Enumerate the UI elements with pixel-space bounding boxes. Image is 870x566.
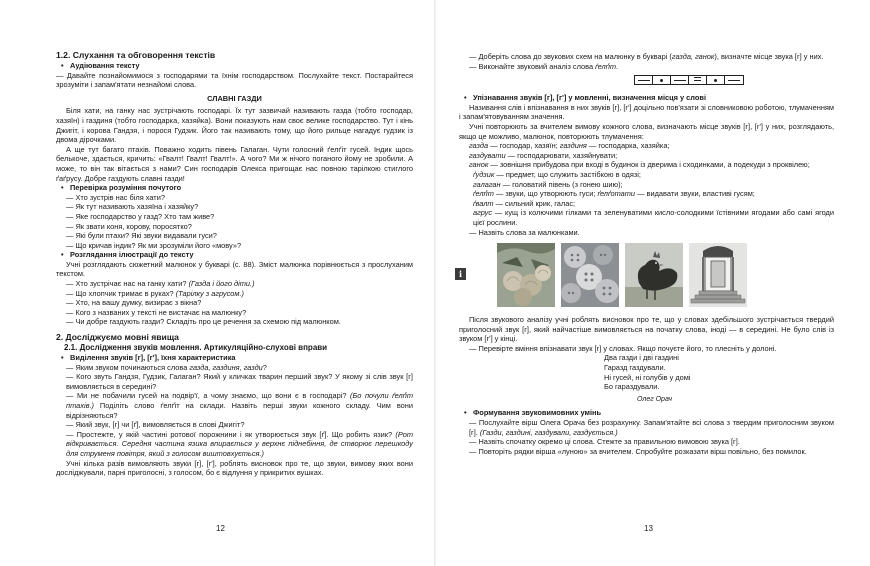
porch-photo xyxy=(689,243,747,307)
rooster-photo xyxy=(625,243,683,307)
sound-scheme-boxes xyxy=(634,75,744,85)
paragraph-conclusion-left: Учні кілька разів вимовляють звуки [г], [г'], роблять висновок про те, що звуки, вимову яких вони досліджували, парні приголосні, з голосом, бо є відлуння у прикритих вушках. xyxy=(56,458,413,478)
poem-author: Олег Орач xyxy=(637,395,672,403)
question-5: — Які були птахи? Які звуки видавали гуси? xyxy=(66,231,217,241)
question-4: — Як звати коня, корову, поросятко? xyxy=(66,221,192,231)
subheading-formation: • Формування звуковимовних умінь xyxy=(459,408,834,418)
formation-task-3: — Повторіть рядки вірша «луною» за вчителем. Спробуйте розказати вірш повільно, без помилок. xyxy=(469,446,807,456)
definition-gudzyk: ґудзик — предмет, що служить застібкою в одязі; xyxy=(473,169,641,179)
scheme-cell-line xyxy=(635,76,653,84)
poem-line-1: Два газди і дві газдині xyxy=(604,353,679,363)
formation-task-2: — Назвіть спочатку окремо ці слова. Стежте за правильною вимовою звука [г]. xyxy=(469,437,740,447)
sound-question-3: — Ми не побачили гусей на подвір'ї, а чому знаємо, що вони є в господарі? (Бо почули ґелґіт птахів.) Поділіть слово ґелґіт на склади. Назвіть перші звуки кожного складу. Чим вони відрізняються? xyxy=(66,391,413,420)
task-schemes: — Доберіть слова до звукових схем на малюнку в букварі (газда, ганок), визначте місце звука [г] у них. xyxy=(469,52,824,61)
sound-scheme xyxy=(459,75,834,85)
picture-question-1: — Хто зустрічає нас на ганку хати? (Газда і його діти.) xyxy=(66,279,255,289)
question-3: — Яке господарство у газд? Хто там живе? xyxy=(66,211,215,221)
task-name-pictures: — Назвіть слова за малюнками. xyxy=(469,227,580,237)
scheme-cell-dot xyxy=(653,76,671,84)
gooseberry-photo xyxy=(497,243,555,307)
sound-question-1: — Яким звуком починаються слова газда, газдиня, газди? xyxy=(66,362,267,372)
subheading-recognition: • Упізнавання звуків [г], [г'] у мовленні, визначення місця у слові xyxy=(459,93,834,103)
scheme-cell-line xyxy=(725,76,743,84)
page-number-right: 13 xyxy=(644,524,653,533)
picture-question-5: — Чи добре газдують газди? Складіть про це речення за схемою під малюнком. xyxy=(66,317,341,327)
section-heading-2-1: 2.1. Дослідження звуків мовлення. Артикуляційно-слухові вправи xyxy=(64,343,328,353)
sound-question-4: — Який звук, [г] чи [ґ], вимовляється в слові Джигіт? xyxy=(66,420,245,430)
paragraph-recognition-2: Учні повторюють за вчителем вимову кожного слова, визначають місце звуків [г], [г'] у них, розглядають, якщо це можливо, малюнок, повторюють тлумачення: xyxy=(459,121,834,141)
poem-line-3: Ні гусей, ні голубів у домі xyxy=(604,372,691,382)
buttons-photo xyxy=(561,243,619,307)
task-clap: — Перевірте вміння впізнавати звук [г] у словах. Якщо почуєте його, то плесніть у долоні. xyxy=(469,343,777,353)
info-icon: i xyxy=(455,268,466,280)
definition-gazduvaty: газдувати — господарювати, хазяйнувати; xyxy=(469,150,618,160)
question-1: — Хто зустрів нас біля хати? xyxy=(66,192,165,202)
right-page xyxy=(435,0,870,566)
definition-ganok: ганок — зовнішня прибудова при вході в будинок із дверима і сходинками, а подекуди з проквілею; xyxy=(469,160,810,170)
picture-question-2: — Що хлопчик тримає в руках? (Тарілку з агрусом.) xyxy=(66,288,244,298)
scheme-cell-line xyxy=(671,76,689,84)
sound-question-2: — Кого звуть Гандзя, Гудзик, Галаган? Який у кличках тварин перший звук? У якому зі слів звук [г] вимовляється в середині? xyxy=(66,372,413,391)
definition-gelgit: ґелґіт — звуки, що утворюють гуси; ґелґотати — видавати звуки, властиві гусям; xyxy=(473,189,755,199)
paragraph-recognition-1: Називання слів і впізнавання в них звуків [г], [г'] доцільно пов'язати зі словниковою роботою, тлумаченням і запам'ятовуванням значення. xyxy=(459,102,834,122)
picture-question-3: — Хто, на вашу думку, визирає з вікна? xyxy=(66,298,202,308)
poem-line-2: Гаразд газдували. xyxy=(604,363,666,373)
paragraph-intro: — Давайте познайомимося з господарями та їхнім господарством. Послухайте текст. Постарайтеся зрозуміти і запам'ятати незнайомі слова. xyxy=(56,70,413,90)
question-2: — Як тут називають хазяїна і хазяйку? xyxy=(66,202,199,212)
section-heading-1-2: 1.2. Слухання та обговорення текстів xyxy=(56,50,216,60)
definition-galagan: галаган — головатий півень (з гонею шию); xyxy=(473,179,623,189)
scheme-cell-equals xyxy=(689,76,707,84)
subheading-sounds: • Виділення звуків [г], [г'], їхня характеристика xyxy=(56,353,413,363)
definition-gvalt: ґвалт — сильний крик, галас; xyxy=(473,198,576,208)
task-sound-analysis: — Виконайте звуковий аналіз слова ґелґіт. xyxy=(469,61,619,71)
poem xyxy=(459,353,834,391)
paragraph-conclusion-right: Після звукового аналізу учні роблять висновок про те, що у словах здебільшого зустрічається твердий приголосний звук [г], який найчастіше вимовляється на початку слова, іноді — в середині. Не було слів із звуком [г'] у кінці. xyxy=(459,315,834,344)
paragraph-picture: Учні розглядають сюжетний малюнок у букварі (с. 88). Зміст малюнка порівнюється з прослуханим текстом. xyxy=(56,259,413,279)
section-heading-2: 2. Досліджуємо мовні явища xyxy=(56,332,179,343)
story-title: СЛАВНІ ГАЗДИ xyxy=(207,93,262,103)
scheme-cell-dot xyxy=(707,76,725,84)
formation-task-1: — Послухайте вірш Олега Орача без розрахунку. Запам'ятайте всі слова з твердим приголосним звуком [г]. (Газди, газдині, газдували, газдується.) xyxy=(469,418,834,437)
sound-question-5: — Простежте, у якій частині ротової порожнини і як утворюється звук [ґ]. Що робить язик? (Рот відкривається. Середня частина язика впирається у верхнє піднебіння, де створює перешкоду для струменя повітря, який з голосом виштовхується.) xyxy=(66,429,413,458)
subheading-check: • Перевірка розуміння почутого xyxy=(56,183,413,193)
page-number-left: 12 xyxy=(216,524,225,533)
question-6: — Що кричав індик? Як ми зрозуміли його «мову»? xyxy=(66,240,242,250)
picture-question-4: — Кого з названих у тексті не вистачає на малюнку? xyxy=(66,307,247,317)
subheading-audit: • Аудіювання тексту xyxy=(56,61,413,71)
definition-gazda: газда — господар, хазяїн; газдиня — господарка, хазяйка; xyxy=(469,141,670,151)
story-paragraph-1: Біля хати, на ганку нас зустрічають господарі. Їх тут зазвичай називають газда (тобто господар, хазяїн) і газдиня (тобто господарка, хазяйка). Вони показують нам своє велике господарство. Тут і кінь Джигіт, і корова Гандзя, і порося Гудзик. Його так називають тому, що його рильце нагадує гудзик із двома дірочками. xyxy=(56,106,413,145)
photo-strip xyxy=(497,243,834,307)
story-paragraph-2: А ще тут багато птахів. Поважно ходить півень Галаган. Чути голосний ґелґіт гусей. Індик щось белькоче, здається, кричить: «Гвалт! Гвалт! Гвалт!». А чого? Ми ж нічого поганого йому не зробили. А може, то він так вітається з нами? Син господарів Олекса пригощає нас повною тарілкою стиглого ґаґрусу. Добре газдують славні газди! xyxy=(56,144,413,183)
subheading-picture: • Розглядання ілюстрації до тексту xyxy=(56,250,413,260)
poem-line-4: Бо гараздували. xyxy=(604,382,660,392)
definition-agrus: агрус — кущ із колючими гілками та зеленуватими кисло-солодкими їстівними ягодами або самі ягоди цієї рослини. xyxy=(473,208,834,227)
